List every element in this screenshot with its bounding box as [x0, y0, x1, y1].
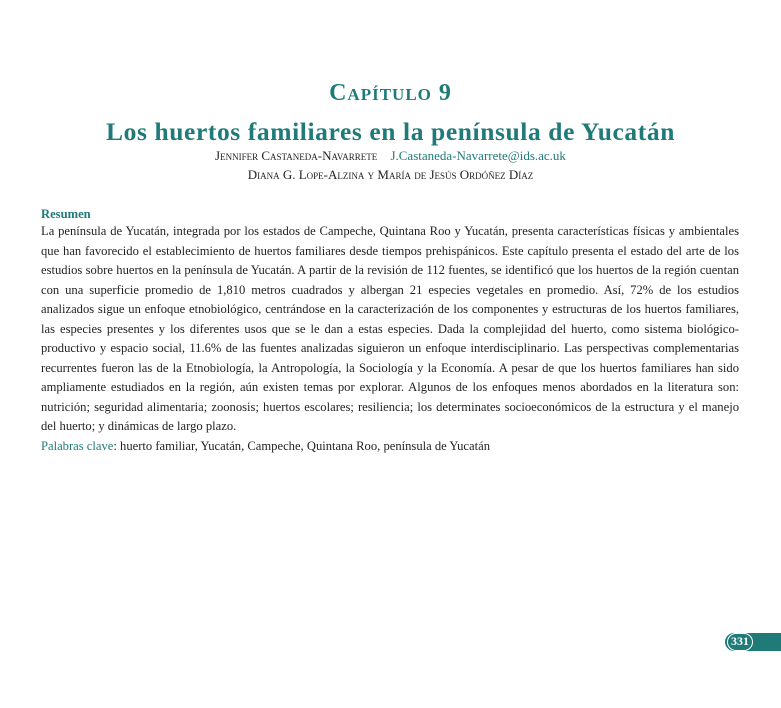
keywords-label: Palabras clave — [41, 438, 114, 453]
authors-line-1 — [0, 148, 781, 164]
abstract-section — [41, 206, 739, 456]
page-number: 331 — [727, 633, 753, 651]
abstract-body: La península de Yucatán, integrada por los estados de Campeche, Quintana Roo y Yucatán, presenta características físicas y ambientales que han favorecido el establecimiento de huertos familiares desde tiempos prehispánicos. Este capítulo presenta el estado del arte de los estudios sobre huertos en la península de Yucatán. A partir de la revisión de 112 fuentes, se identificó que los huertos de la región cuentan con una superficie promedio de 1,810 metros cuadrados y albergan 21 especies vegetales en promedio. Así, 72% de los estudios analizados sigue un enfoque etnobiológico, centrándose en la caracterización de los componentes y estructuras de los huertos familiares, las especies presentes y los diferentes usos que se le dan a estas especies. Dada la complejidad del huerto, como sistema biológico-productivo y espacio social, 11.6% de las fuentes analizadas siguieron un enfoque interdisciplinario. Las perspectivas complementarias recurrentes fueron las de la Etnobiología, la Antropología, la Sociología y la Economía. A pesar de que los huertos familiares han sido ampliamente estudiados en la región, aún existen temas por explorar. Algunos de los enfoques menos abordados en la literatura son: nutrición; seguridad alimentaria; zoonosis; huertos escolares; resiliencia; los determinates socioeconómicos de la estructura y el manejo del huerto; y dinámicas de largo plazo. — [41, 224, 739, 433]
authors-line-2: Diana G. Lope-Alzina y María de Jesús Ordóñez Díaz — [247, 167, 534, 182]
chapter-label: Capítulo 9 — [329, 80, 452, 106]
keywords-line — [41, 437, 739, 457]
author-name: Jennifer Castaneda-Navarrete — [215, 148, 378, 163]
abstract-heading: Resumen — [41, 207, 91, 221]
keywords-text: : huerto familiar, Yucatán, Campeche, Quintana Roo, península de Yucatán — [113, 438, 490, 453]
chapter-title: Los huertos familiares en la península de Yucatán — [106, 117, 675, 146]
author-email: J.Castaneda-Navarrete@ids.ac.uk — [390, 148, 566, 163]
